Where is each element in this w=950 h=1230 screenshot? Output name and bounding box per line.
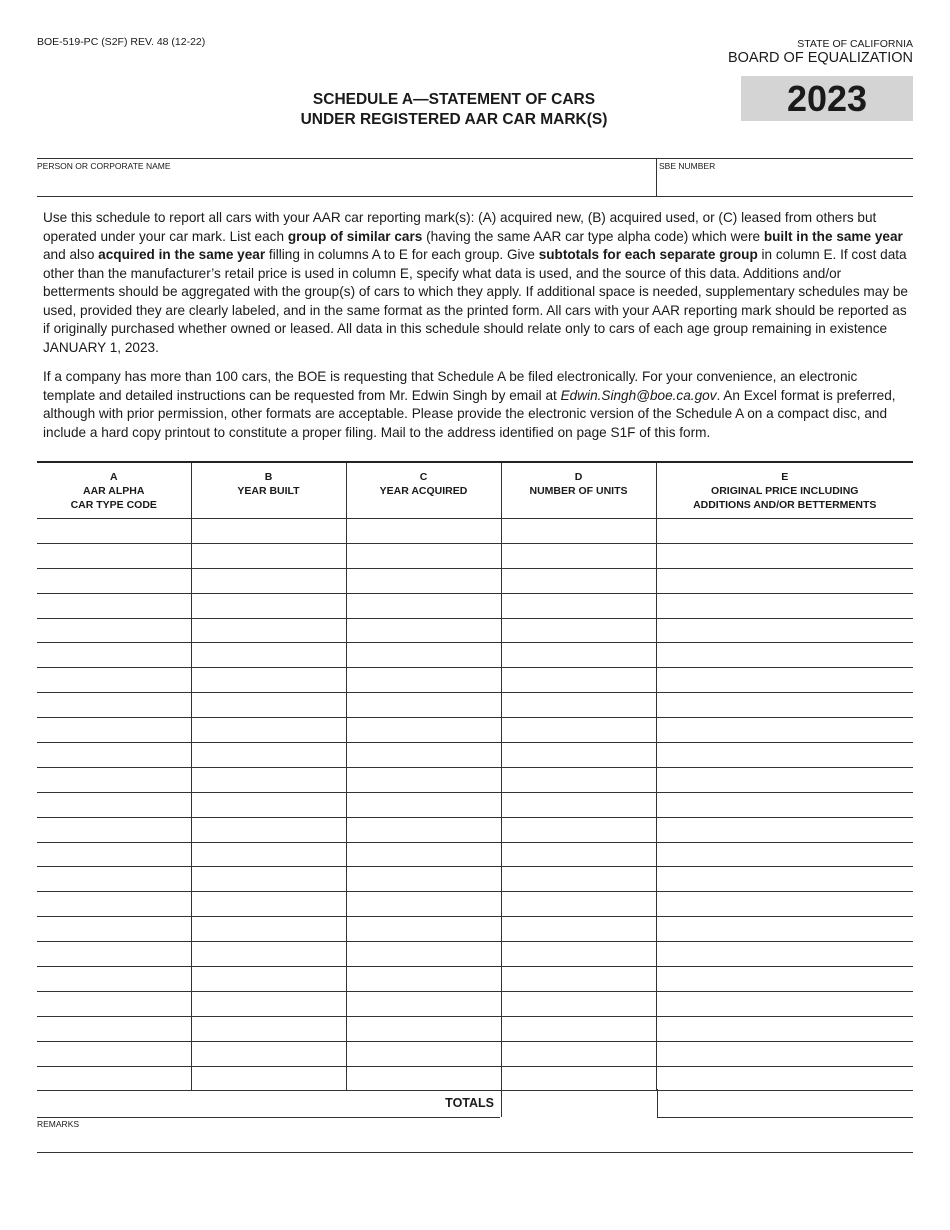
year-built-cell[interactable] [191,917,346,942]
car-type-code-cell[interactable] [37,568,191,593]
state-label: STATE OF CALIFORNIA [797,38,913,50]
table-header-row [37,462,913,519]
year-built-cell[interactable] [191,1066,346,1091]
instructions-paragraph-2 [43,368,911,442]
original-price-cell[interactable] [656,519,913,544]
sbe-number-label: SBE NUMBER [659,161,716,171]
year-acquired-cell[interactable] [346,718,501,743]
number-of-units-cell[interactable] [501,867,656,892]
column-header-a: A AAR ALPHA CAR TYPE CODE [37,462,191,519]
year-built-cell[interactable] [191,1016,346,1041]
original-price-cell[interactable] [656,643,913,668]
year-built-cell[interactable] [191,767,346,792]
p1-text-e: and also [43,247,99,262]
number-of-units-cell[interactable] [501,693,656,718]
table-row [37,618,913,643]
year-acquired-cell[interactable] [346,593,501,618]
original-price-cell[interactable] [656,917,913,942]
year-acquired-cell[interactable] [346,1041,501,1066]
table-row [37,643,913,668]
car-type-code-cell[interactable] [37,693,191,718]
year-built-cell[interactable] [191,892,346,917]
year-built-cell[interactable] [191,967,346,992]
year-built-cell[interactable] [191,792,346,817]
year-built-cell[interactable] [191,842,346,867]
original-price-cell[interactable] [656,842,913,867]
car-type-code-cell[interactable] [37,991,191,1016]
number-of-units-cell[interactable] [501,543,656,568]
number-of-units-cell[interactable] [501,917,656,942]
name-sbe-bar [37,158,913,197]
car-type-code-cell[interactable] [37,543,191,568]
year-built-cell[interactable] [191,991,346,1016]
original-price-cell[interactable] [656,817,913,842]
table-row [37,991,913,1016]
number-of-units-cell[interactable] [501,743,656,768]
number-of-units-cell[interactable] [501,668,656,693]
year-acquired-cell[interactable] [346,1016,501,1041]
year-acquired-cell[interactable] [346,668,501,693]
year-built-cell[interactable] [191,543,346,568]
original-price-cell[interactable] [656,718,913,743]
car-type-code-cell[interactable] [37,1016,191,1041]
year-built-cell[interactable] [191,718,346,743]
year-acquired-cell[interactable] [346,842,501,867]
car-type-code-cell[interactable] [37,817,191,842]
number-of-units-cell[interactable] [501,1016,656,1041]
table-row [37,568,913,593]
car-type-code-cell[interactable] [37,1066,191,1091]
year-acquired-cell[interactable] [346,917,501,942]
year-built-cell[interactable] [191,817,346,842]
table-row [37,967,913,992]
original-price-cell[interactable] [656,792,913,817]
p1-text-c: (having the same AAR car type alpha code) which were [422,228,764,244]
original-price-cell[interactable] [656,991,913,1016]
table-row [37,718,913,743]
car-type-code-cell[interactable] [37,792,191,817]
year-built-cell[interactable] [191,618,346,643]
p1-bold-built: built in the same year [763,228,903,244]
person-name-field[interactable] [37,159,656,196]
table-row [37,593,913,618]
sbe-number-field[interactable] [657,159,913,196]
original-price-cell[interactable] [656,867,913,892]
p1-bold-subtotals: subtotals for each separate group [538,247,758,262]
p1-bold-group: group of similar cars [287,228,423,244]
year-built-cell[interactable] [191,568,346,593]
board-label: BOARD OF EQUALIZATION [727,50,913,66]
car-type-code-cell[interactable] [37,892,191,917]
totals-row [37,1089,913,1117]
year-acquired-cell[interactable] [346,693,501,718]
column-header-e: E ORIGINAL PRICE INCLUDING ADDITIONS AND/OR BETTERMENTS [656,462,913,519]
totals-price-cell[interactable] [657,1089,913,1118]
person-name-label: PERSON OR CORPORATE NAME [37,161,171,171]
p1-bold-acquired: acquired in the same year [98,247,266,262]
year-built-cell[interactable] [191,867,346,892]
year-built-cell[interactable] [191,519,346,544]
year-built-cell[interactable] [191,643,346,668]
car-type-code-cell[interactable] [37,1041,191,1066]
car-type-code-cell[interactable] [37,519,191,544]
year-acquired-cell[interactable] [346,867,501,892]
number-of-units-cell[interactable] [501,643,656,668]
number-of-units-cell[interactable] [501,718,656,743]
original-price-cell[interactable] [656,967,913,992]
table-row [37,519,913,544]
car-type-code-cell[interactable] [37,593,191,618]
number-of-units-cell[interactable] [501,817,656,842]
original-price-cell[interactable] [656,568,913,593]
car-type-code-cell[interactable] [37,668,191,693]
original-price-cell[interactable] [656,892,913,917]
original-price-cell[interactable] [656,1066,913,1091]
number-of-units-cell[interactable] [501,942,656,967]
year-built-cell[interactable] [191,668,346,693]
original-price-cell[interactable] [656,942,913,967]
title-line-2: UNDER REGISTERED AAR CAR MARK(S) [300,111,608,128]
car-type-code-cell[interactable] [37,743,191,768]
table-row [37,1041,913,1066]
p2-text-a: If a company has more than 100 cars, the BOE is requesting that Schedule A be filed electronically. For your convenience, an electronic template and detailed instructions can be requested from Mr. Edwin Singh by email at [43,369,858,403]
table-row [37,917,913,942]
table-row [37,892,913,917]
remarks-field[interactable] [37,1118,913,1153]
table-row [37,817,913,842]
table-row [37,1066,913,1091]
number-of-units-cell[interactable] [501,519,656,544]
car-type-code-cell[interactable] [37,643,191,668]
original-price-cell[interactable] [656,693,913,718]
year-acquired-cell[interactable] [346,519,501,544]
year-acquired-cell[interactable] [346,1066,501,1091]
year-built-cell[interactable] [191,593,346,618]
original-price-cell[interactable] [656,593,913,618]
year-built-cell[interactable] [191,743,346,768]
cars-table [37,461,913,1091]
original-price-cell[interactable] [656,618,913,643]
year-acquired-cell[interactable] [346,792,501,817]
original-price-cell[interactable] [656,1041,913,1066]
table-row [37,767,913,792]
car-type-code-cell[interactable] [37,767,191,792]
table-row [37,743,913,768]
year-acquired-cell[interactable] [346,767,501,792]
contact-email: Edwin.Singh@boe.ca.gov [560,387,717,403]
number-of-units-cell[interactable] [501,967,656,992]
number-of-units-cell[interactable] [501,1041,656,1066]
remarks-label: REMARKS [37,1119,80,1129]
year-acquired-cell[interactable] [346,991,501,1016]
totals-label: TOTALS [37,1089,500,1118]
number-of-units-cell[interactable] [501,991,656,1016]
year-acquired-cell[interactable] [346,618,501,643]
column-header-b: B YEAR BUILT [191,462,346,519]
p1-text-i: in column E. If cost data other than the manufacturer’s retail price is used in column E, specify what data is used, and the source of this data. Additions and/or betterments should be aggregated with the group(s) of cars to which they apply. If additional space is needed, supplementary schedules may be used, provided they are clearly labeled, and in the same format as the printed form. All cars with your AAR reporting mark should be reported as if originally purchased whether owned or leased. All data in this schedule should relate only to cars of each age group remaining in existence JANUARY 1, 2023. [43,247,908,355]
totals-units-cell[interactable] [501,1089,658,1117]
number-of-units-cell[interactable] [501,593,656,618]
number-of-units-cell[interactable] [501,792,656,817]
table-row [37,693,913,718]
year-built-cell[interactable] [191,942,346,967]
year-acquired-cell[interactable] [346,643,501,668]
year-box: 2023 [741,76,913,121]
original-price-cell[interactable] [656,743,913,768]
car-type-code-cell[interactable] [37,618,191,643]
table-row [37,942,913,967]
original-price-cell[interactable] [656,1016,913,1041]
instructions-paragraph-1 [43,209,911,357]
car-type-code-cell[interactable] [37,917,191,942]
number-of-units-cell[interactable] [501,842,656,867]
year-acquired-cell[interactable] [346,942,501,967]
original-price-cell[interactable] [656,767,913,792]
page-title [200,90,708,130]
table-row [37,867,913,892]
year-acquired-cell[interactable] [346,817,501,842]
number-of-units-cell[interactable] [501,568,656,593]
year-built-cell[interactable] [191,1041,346,1066]
table-row [37,1016,913,1041]
year-acquired-cell[interactable] [346,543,501,568]
p2-text-b: . An Excel format is preferred, although with prior permission, other formats are acceptable. Please provide the electronic version of the Schedule A on a compact disc, and include a hard copy printout to constitute a proper filing. Mail to the address identified on page S1F of this form. [43,387,896,440]
original-price-cell[interactable] [656,668,913,693]
number-of-units-cell[interactable] [501,1066,656,1091]
title-line-1: SCHEDULE A—STATEMENT OF CARS [312,91,596,108]
car-type-code-cell[interactable] [37,842,191,867]
table-row [37,668,913,693]
table-row [37,842,913,867]
table-body [37,519,913,1091]
column-header-c: C YEAR ACQUIRED [346,462,501,519]
column-header-d: D NUMBER OF UNITS [501,462,656,519]
car-type-code-cell[interactable] [37,718,191,743]
year-built-cell[interactable] [191,693,346,718]
year-acquired-cell[interactable] [346,892,501,917]
number-of-units-cell[interactable] [501,767,656,792]
year-acquired-cell[interactable] [346,967,501,992]
car-type-code-cell[interactable] [37,967,191,992]
year-acquired-cell[interactable] [346,568,501,593]
p1-text-g: filling in columns A to E for each group. Give [265,247,539,262]
car-type-code-cell[interactable] [37,867,191,892]
number-of-units-cell[interactable] [501,892,656,917]
p1-text-a: Use this schedule to report all cars with your AAR car reporting mark(s): (A) acquired new, (B) acquired used, or (C) leased from others but operated under your car mark. List each [43,210,877,244]
table-row [37,792,913,817]
car-type-code-cell[interactable] [37,942,191,967]
number-of-units-cell[interactable] [501,618,656,643]
year-acquired-cell[interactable] [346,743,501,768]
form-number: BOE-519-PC (S2F) REV. 48 (12-22) [37,36,206,48]
table-row [37,543,913,568]
original-price-cell[interactable] [656,543,913,568]
